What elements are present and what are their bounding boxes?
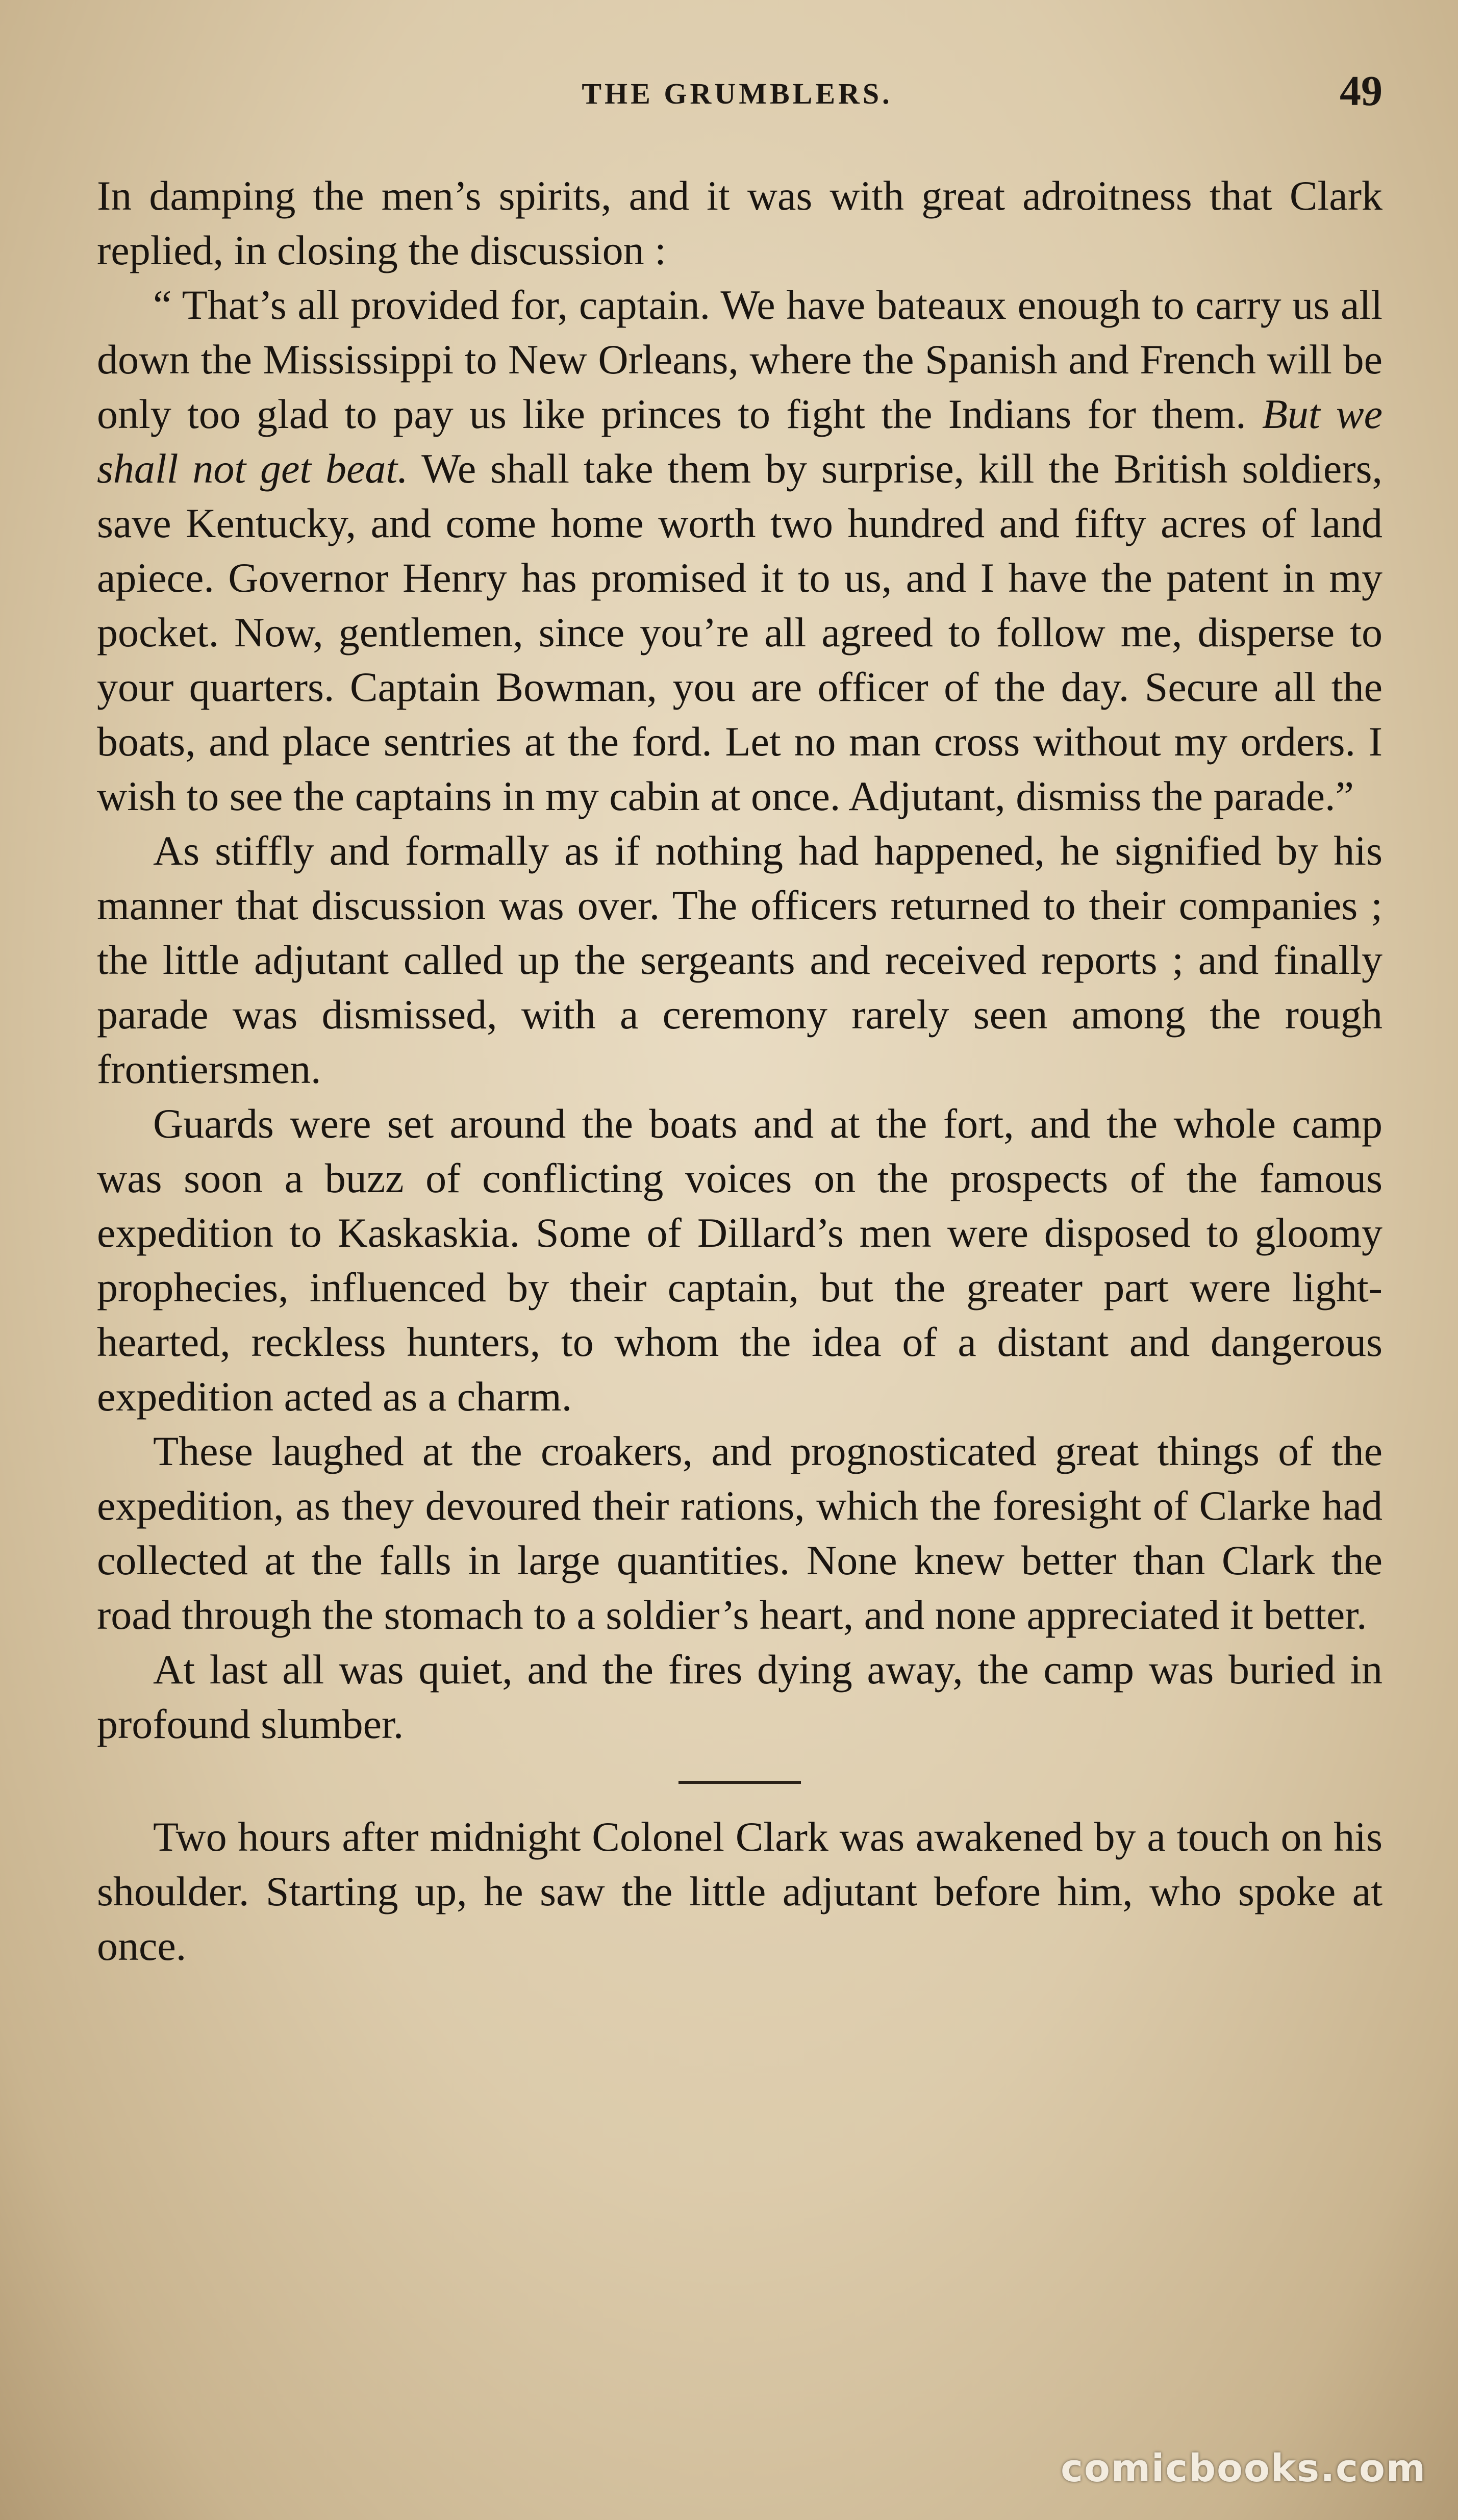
- paragraph-6: At last all was quiet, and the fires dying away, the camp was buried in profound slumber.: [97, 1646, 1382, 1747]
- paragraph-1: In damping the men’s spirits, and it was with great adroitness that Clark replied, in closing the discussion :: [97, 172, 1382, 273]
- paragraph-5: These laughed at the croakers, and prognosticated great things of the expedition, as they devoured their rations, which the foresight of Clarke had collected at the falls in large quantities. None knew better than Clark the road through the stomach to a soldier’s heart, and none appreciated it better.: [97, 1428, 1382, 1638]
- paragraph-2: [97, 278, 1382, 823]
- running-head: THE GRUMBLERS.: [582, 77, 893, 110]
- paragraph-2-italic: But we shall not get beat.: [97, 391, 1382, 492]
- page-header: [92, 66, 1382, 128]
- paragraph-4: Guards were set around the boats and at the fort, and the whole camp was soon a buzz of conflicting voices on the prospects of the famous expedition to Kaskaskia. Some of Dillard’s men were disposed to gloomy prophecies, influenced by their captain, but the greater part were light-hearted, reckless hunters, to whom the idea of a distant and dangerous expedition acted as a charm.: [97, 1100, 1382, 1420]
- paragraph-3: As stiffly and formally as if nothing had happened, he signified by his manner that discussion was over. The officers returned to their companies ; the little adjutant called up the sergeants and received reports ; and finally parade was dismissed, with a ceremony rarely seen among the rough frontiersmen.: [97, 827, 1382, 1092]
- page-number: 49: [1340, 67, 1382, 115]
- watermark: comicbooks.com: [1061, 2447, 1426, 2490]
- paragraph-7: Two hours after midnight Colonel Clark was awakened by a touch on his shoulder. Starting up, he saw the little adjutant before him, who spoke at once.: [97, 1813, 1382, 1969]
- paragraph-2-part-a: “ That’s all provided for, captain. We have bateaux enough to carry us all down the Mississippi to New Orleans, where the Spanish and French will be only too glad to pay us like princes to fight the Indians for them.: [97, 282, 1382, 437]
- body-text: [97, 168, 1382, 1973]
- section-divider: [678, 1781, 801, 1784]
- paragraph-2-part-b: We shall take them by surprise, kill the British soldiers, save Kentucky, and come home worth two hundred and fifty acres of land apiece. Governor Henry has promised it to us, and I have the patent in my pocket. Now, gentlemen, since you’re all agreed to follow me, disperse to your quarters. Captain Bowman, you are officer of the day. Secure all the boats, and place sentries at the ford. Let no man cross without my orders. I wish to see the captains in my cabin at once. Adjutant, dismiss the parade.”: [97, 445, 1382, 819]
